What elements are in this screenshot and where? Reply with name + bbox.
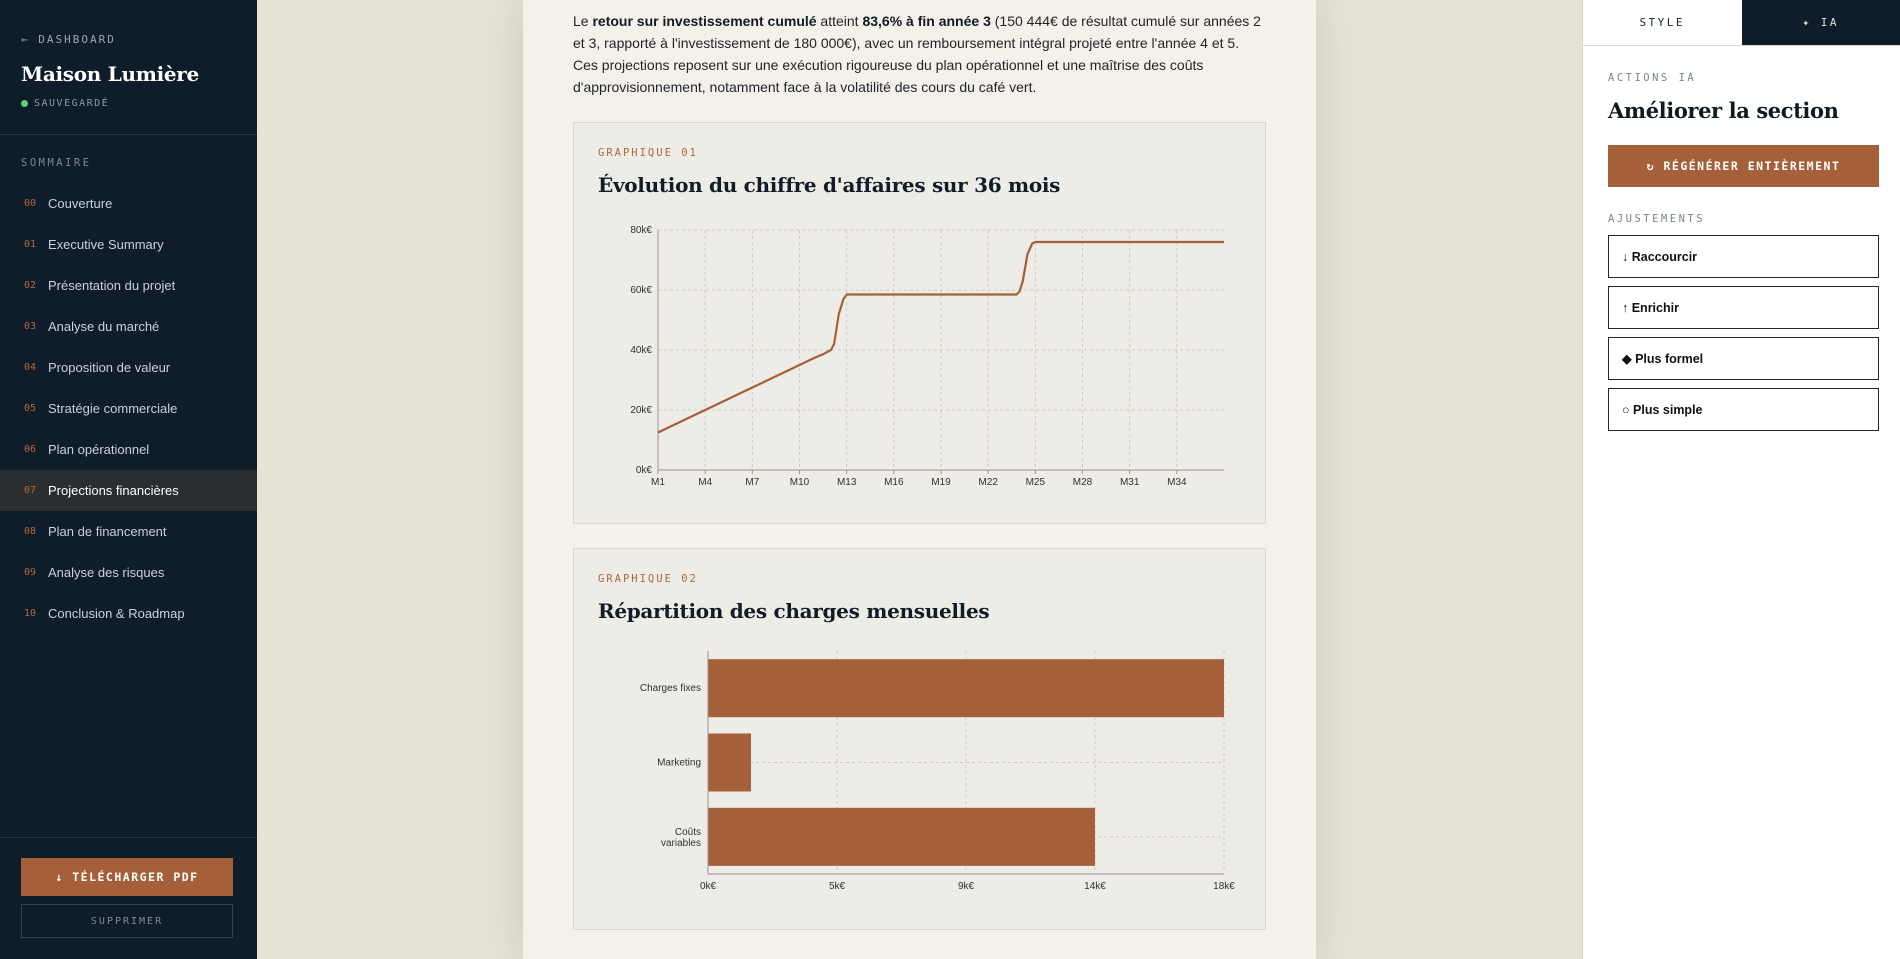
delete-button[interactable]: SUPPRIMER xyxy=(21,904,233,938)
save-status xyxy=(21,98,236,109)
chart-title: Répartition des charges mensuelles xyxy=(598,599,990,623)
chart-title: Évolution du chiffre d'affaires sur 36 mois xyxy=(598,173,1061,197)
document-page xyxy=(523,0,1316,959)
panel-body xyxy=(1583,72,1900,431)
bar xyxy=(708,734,751,792)
ai-actions-heading: ACTIONS IA xyxy=(1608,72,1697,84)
toc-item-label: Proposition de valeur xyxy=(48,360,171,375)
y-tick-label: 60k€ xyxy=(630,285,652,296)
chart-card-charges xyxy=(573,548,1266,930)
bar xyxy=(708,808,1095,866)
enrich-button[interactable]: ↑ Enrichir xyxy=(1608,286,1879,329)
tab-ia[interactable]: ✦ IA xyxy=(1742,0,1900,45)
x-tick-label: M31 xyxy=(1119,477,1140,488)
toc-item-label: Plan de financement xyxy=(48,524,167,539)
toc-item-number: 03 xyxy=(24,321,37,332)
paragraph-bold: 83,6% à fin année 3 xyxy=(862,13,991,29)
toc-item-number: 02 xyxy=(24,280,37,291)
x-tick-label: M10 xyxy=(789,477,810,488)
x-tick-label: M7 xyxy=(745,477,760,488)
toc-item-presentation[interactable] xyxy=(0,265,257,306)
sidebar-footer xyxy=(0,837,257,959)
y-tick-label: 0k€ xyxy=(635,465,652,476)
toc-item-label: Couverture xyxy=(48,196,113,211)
paragraph-bold: retour sur investissement cumulé xyxy=(592,13,817,29)
toc-item-label: Projections financières xyxy=(48,483,179,498)
category-label: Coûts xyxy=(674,826,701,838)
toc-item-number: 05 xyxy=(24,403,37,414)
y-tick-label: 20k€ xyxy=(630,405,652,416)
sidebar-header xyxy=(0,0,257,135)
regenerate-button[interactable]: ↻ RÉGÉNÉRER ENTIÈREMENT xyxy=(1608,145,1879,187)
shorten-button[interactable]: ↓ Raccourcir xyxy=(1608,235,1879,278)
x-tick-label: M22 xyxy=(978,477,998,488)
toc-item-number: 06 xyxy=(24,444,37,455)
toc-item-number: 01 xyxy=(24,239,37,250)
toc-item-label: Analyse du marché xyxy=(48,319,160,334)
y-tick-label: 40k€ xyxy=(630,345,652,356)
panel-tabs xyxy=(1583,0,1900,46)
x-tick-label: M13 xyxy=(836,477,857,488)
sidebar xyxy=(0,0,257,959)
x-tick-label: 14k€ xyxy=(1084,881,1106,892)
x-tick-label: M34 xyxy=(1167,477,1187,488)
project-title: Maison Lumière xyxy=(21,62,199,86)
toc-item-label: Stratégie commerciale xyxy=(48,401,178,416)
category-label: Marketing xyxy=(657,757,701,769)
x-tick-label: 0k€ xyxy=(699,881,717,892)
toc-item-analyse-risques[interactable] xyxy=(0,552,257,593)
panel-title: Améliorer la section xyxy=(1608,98,1839,123)
paragraph-text: atteint xyxy=(816,13,863,29)
category-label: variables xyxy=(660,837,701,849)
category-label: Charges fixes xyxy=(639,683,701,695)
toc-item-label: Executive Summary xyxy=(48,237,164,252)
toc-item-number: 10 xyxy=(24,608,37,619)
x-tick-label: M1 xyxy=(651,477,665,488)
toc-item-label: Plan opérationnel xyxy=(48,442,150,457)
more-formal-button[interactable]: ◆ Plus formel xyxy=(1608,337,1879,380)
toc-item-label: Présentation du projet xyxy=(48,278,176,293)
x-tick-label: M25 xyxy=(1025,477,1046,488)
bar xyxy=(708,659,1224,717)
charges-bar-chart xyxy=(574,549,1267,931)
chart-label: GRAPHIQUE 02 xyxy=(598,573,698,585)
tab-style[interactable]: STYLE xyxy=(1583,0,1742,45)
back-to-dashboard-link[interactable]: ← DASHBOARD xyxy=(21,33,116,46)
x-tick-label: M28 xyxy=(1072,477,1093,488)
x-tick-label: 18k€ xyxy=(1213,881,1235,892)
x-tick-label: M16 xyxy=(884,477,904,488)
toc-item-projections-financieres[interactable] xyxy=(0,470,257,511)
toc-item-proposition-valeur[interactable] xyxy=(0,347,257,388)
save-status-label: SAUVEGARDÉ xyxy=(34,98,110,109)
toc-item-plan-operationnel[interactable] xyxy=(0,429,257,470)
toc-item-number: 09 xyxy=(24,567,37,578)
toc-item-label: Conclusion & Roadmap xyxy=(48,606,185,621)
toc-heading: SOMMAIRE xyxy=(21,157,92,169)
y-tick-label: 80k€ xyxy=(630,225,652,236)
toc-item-label: Analyse des risques xyxy=(48,565,165,580)
toc-item-plan-financement[interactable] xyxy=(0,511,257,552)
chart-card-revenue xyxy=(573,122,1266,524)
x-tick-label: M19 xyxy=(931,477,951,488)
x-tick-label: 9k€ xyxy=(957,881,975,892)
toc-item-couverture[interactable] xyxy=(0,183,257,224)
x-tick-label: M4 xyxy=(698,477,713,488)
simpler-button[interactable]: ○ Plus simple xyxy=(1608,388,1879,431)
toc-list xyxy=(0,183,257,634)
right-panel xyxy=(1582,0,1900,959)
revenue-line-chart xyxy=(574,123,1267,525)
paragraph-text: (150 444€ de résultat cumulé sur années 2 et 3, rapporté à l'investissement de 180 000€), avec un remboursement intégral projeté entre l'année 4 et 5. Ces projections reposent sur une exécution rigoureuse du plan opérationnel et une maîtrise des coûts d'approvisionnement, notamment face à la volatilité des cours du café vert. xyxy=(573,13,1261,95)
x-tick-label: 5k€ xyxy=(828,881,846,892)
toc-item-conclusion-roadmap[interactable] xyxy=(0,593,257,634)
toc-item-number: 00 xyxy=(24,198,37,209)
adjustments-heading: AJUSTEMENTS xyxy=(1608,213,1706,225)
toc-item-strategie-commerciale[interactable] xyxy=(0,388,257,429)
chart-label: GRAPHIQUE 01 xyxy=(598,147,698,159)
toc-item-number: 04 xyxy=(24,362,37,373)
toc-item-number: 07 xyxy=(24,485,37,496)
section-paragraph[interactable] xyxy=(573,10,1266,98)
toc-item-executive-summary[interactable] xyxy=(0,224,257,265)
paragraph-text: Le xyxy=(573,13,593,29)
download-pdf-button[interactable]: ↓ TÉLÉCHARGER PDF xyxy=(21,858,233,896)
revenue-series-line xyxy=(658,242,1224,433)
toc-item-number: 08 xyxy=(24,526,37,537)
status-dot-icon xyxy=(21,100,28,107)
toc-item-analyse-marche[interactable] xyxy=(0,306,257,347)
